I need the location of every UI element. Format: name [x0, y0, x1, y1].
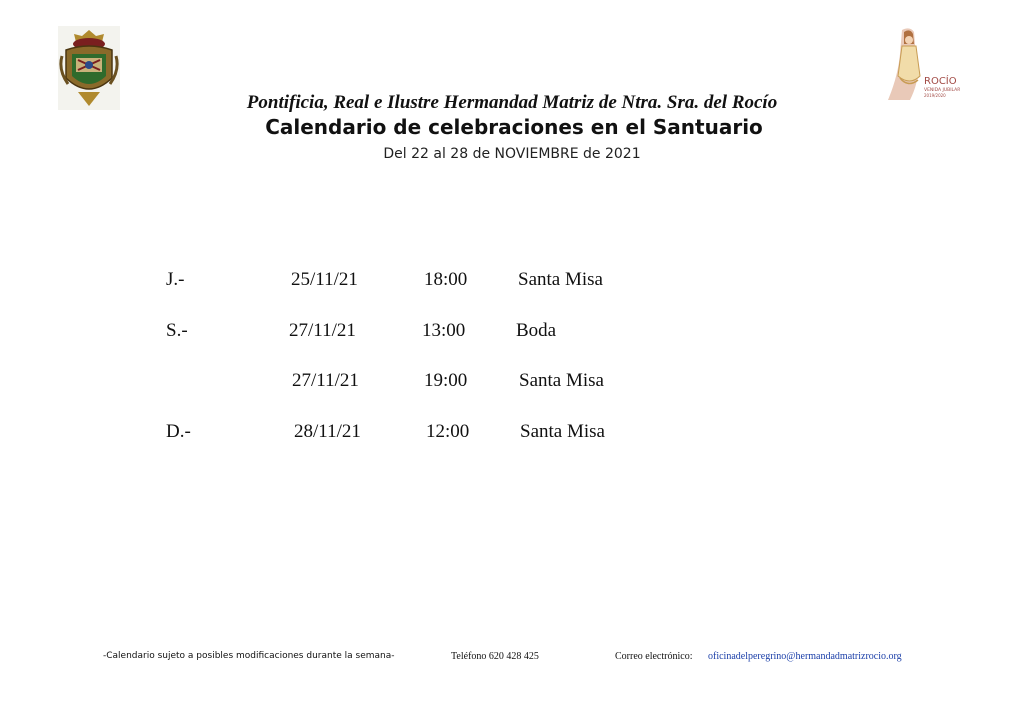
event-name: Santa Misa [518, 269, 603, 290]
date: 25/11/21 [291, 269, 358, 290]
email-label: Correo electrónico: [615, 651, 693, 662]
time: 18:00 [424, 269, 468, 290]
time: 13:00 [422, 320, 466, 341]
day-label: D.- [166, 421, 191, 442]
date: 27/11/21 [289, 320, 356, 341]
page-title: Calendario de celebraciones en el Santuario [265, 115, 763, 139]
day-label: J.- [166, 269, 185, 290]
organization-name: Pontificia, Real e Ilustre Hermandad Matriz de Ntra. Sra. del Rocío [246, 92, 778, 113]
time: 12:00 [426, 421, 470, 442]
event-name: Boda [516, 320, 557, 341]
date: 27/11/21 [292, 370, 359, 391]
svg-text:2019/2020: 2019/2020 [924, 93, 946, 98]
date-range: Del 22 al 28 de NOVIEMBRE de 2021 [383, 146, 641, 162]
svg-text:VENIDA JUBILAR: VENIDA JUBILAR [924, 88, 960, 93]
event-name: Santa Misa [519, 370, 604, 391]
disclaimer-note: -Calendario sujeto a posibles modificaciones durante la semana- [103, 651, 395, 661]
email-link[interactable]: oficinadelperegrino@hermandadmatrizrocio.org [708, 651, 902, 662]
event-name: Santa Misa [520, 421, 605, 442]
date: 28/11/21 [294, 421, 361, 442]
time: 19:00 [424, 370, 468, 391]
day-label: S.- [166, 320, 188, 341]
svg-text:ROCÍO: ROCÍO [924, 76, 957, 87]
phone-number: Teléfono 620 428 425 [451, 651, 539, 662]
